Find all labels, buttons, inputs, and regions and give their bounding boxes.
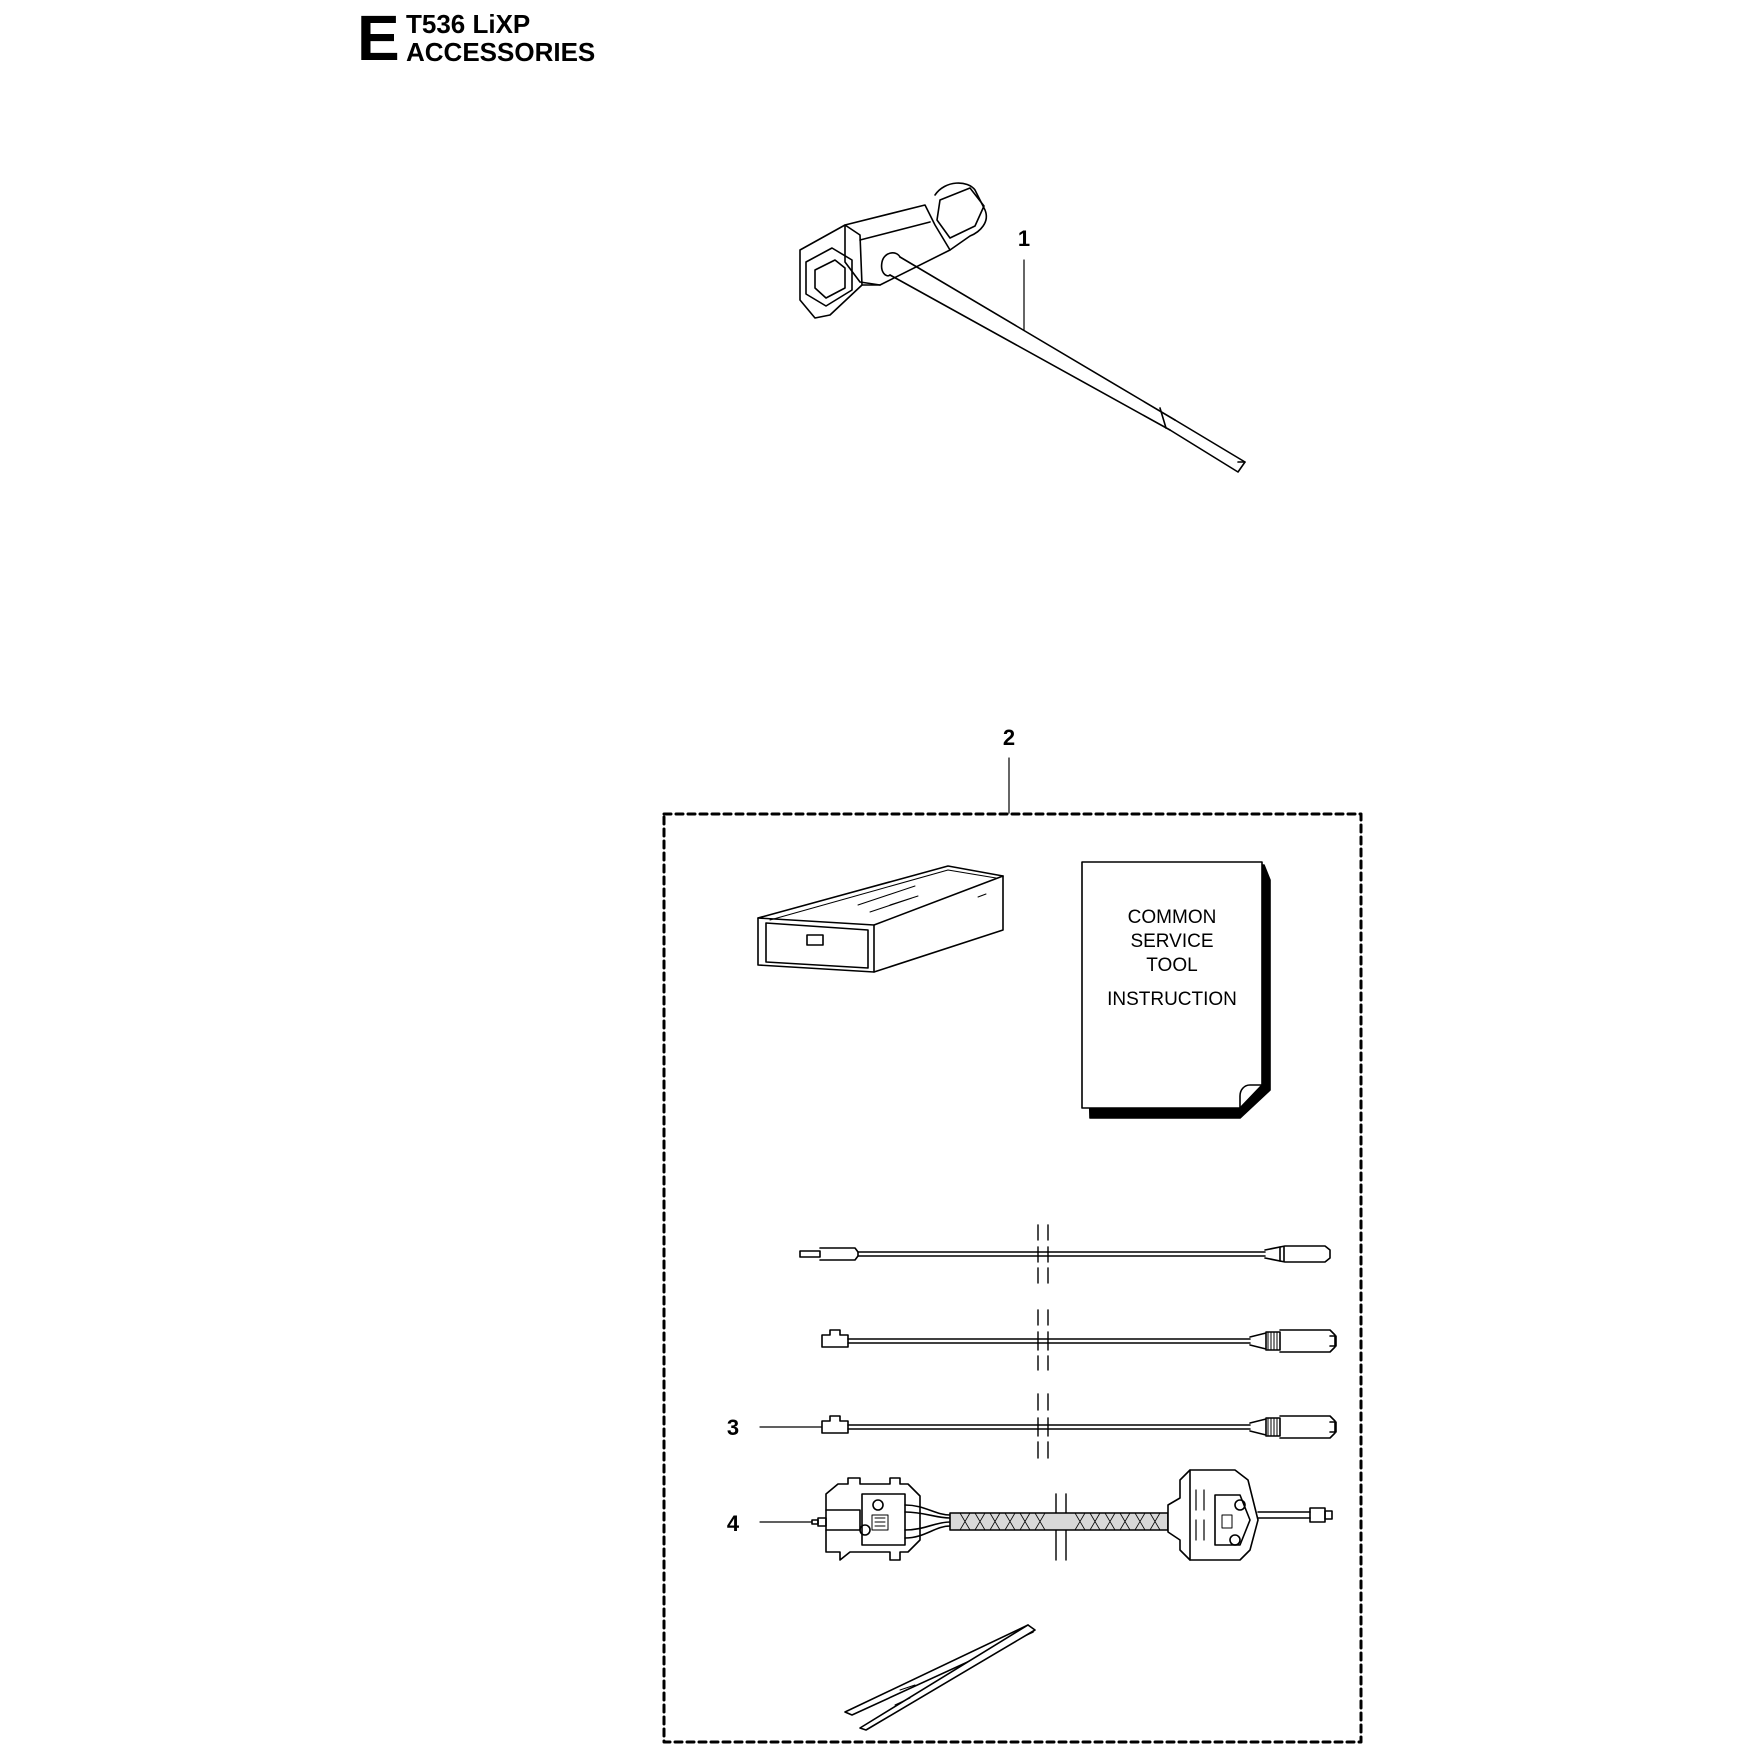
tweezers[interactable] <box>845 1625 1035 1730</box>
sensor-cable[interactable] <box>822 1330 1336 1352</box>
manual-line-2: SERVICE <box>1130 931 1214 952</box>
interface-box[interactable] <box>758 866 1003 972</box>
callout-3: 3 <box>726 1415 740 1440</box>
break-marks <box>1038 1225 1066 1560</box>
model-title: T536 LiXP <box>406 9 531 39</box>
section-title: ACCESSORIES <box>406 37 596 67</box>
adapter-cable[interactable] <box>822 1416 1336 1438</box>
callout-2: 2 <box>1002 725 1016 750</box>
manual-line-4: INSTRUCTION <box>1107 989 1237 1010</box>
section-letter: E <box>357 2 400 74</box>
callout-4: 4 <box>726 1511 740 1536</box>
manual-line-3: TOOL <box>1146 955 1198 976</box>
callout-1: 1 <box>1017 226 1031 251</box>
manual-line-1: COMMON <box>1127 907 1217 928</box>
usb-cable[interactable] <box>800 1246 1330 1262</box>
connector-cable[interactable] <box>812 1470 1332 1560</box>
